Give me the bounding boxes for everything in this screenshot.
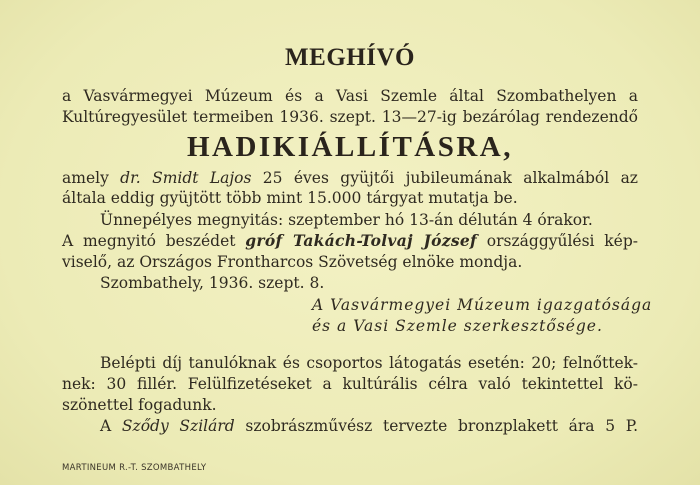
signature-line-1: A Vasvármegyei Múzeum igazgatósága: [312, 296, 653, 314]
place-date: Szombathely, 1936. szept. 8.: [100, 274, 325, 292]
speaker-name: gróf Takách-Tolvaj József: [245, 231, 478, 250]
speech-line-2: viselő, az Országos Frontharcos Szövetség elnöke mondja.: [62, 253, 523, 271]
plaque-line-pre: A: [100, 417, 122, 435]
intro-line-1: a Vasvármegyei Múzeum és a Vasi Szemle által Szombathelyen a: [62, 87, 638, 105]
exhibition-headline: HADIKIÁLLÍTÁSRA,: [186, 131, 514, 163]
intro-line-2: Kultúregyesület termeiben 1936. szept. 13—27-ig bezárólag rendezendő: [62, 108, 638, 126]
plaque-line: [100, 416, 638, 436]
speech-line-1-post: országgyűlési kép-: [477, 232, 638, 250]
opening-line: Ünnepélyes megnyitás: szeptember hó 13-án délután 4 órakor.: [100, 211, 593, 229]
body-line-2: általa eddig gyüjtött több mint 15.000 tárgyat mutatja be.: [62, 189, 518, 207]
body-line-1-post: 25 éves gyüjtői jubileumának alkalmából az: [251, 169, 638, 187]
collector-name: dr. Smidt Lajos: [120, 169, 252, 187]
speech-line-1: [62, 231, 638, 251]
fee-line-2: nek: 30 fillér. Felülfizetéseket a kultúrális célra való tekintettel kö-: [62, 375, 638, 393]
plaque-line-post: szobrászművész tervezte bronzplakett ára 5 P.: [234, 417, 639, 435]
printer-imprint: MARTINEUM R.-T. SZOMBATHELY: [62, 463, 207, 473]
fee-line-3: szönettel fogadunk.: [62, 396, 217, 414]
speech-line-1-pre: A megnyitó beszédet: [62, 232, 246, 250]
sculptor-name: Sződy Szilárd: [121, 417, 235, 435]
invitation-title: MEGHÍVÓ: [285, 44, 415, 71]
body-line-1-pre: amely: [62, 169, 121, 187]
signature-line-2: és a Vasi Szemle szerkesztősége.: [312, 317, 603, 335]
body-line-1: [62, 168, 638, 188]
fee-line-1: Belépti díj tanulóknak és csoportos látogatás esetén: 20; felnőttek-: [100, 354, 638, 372]
